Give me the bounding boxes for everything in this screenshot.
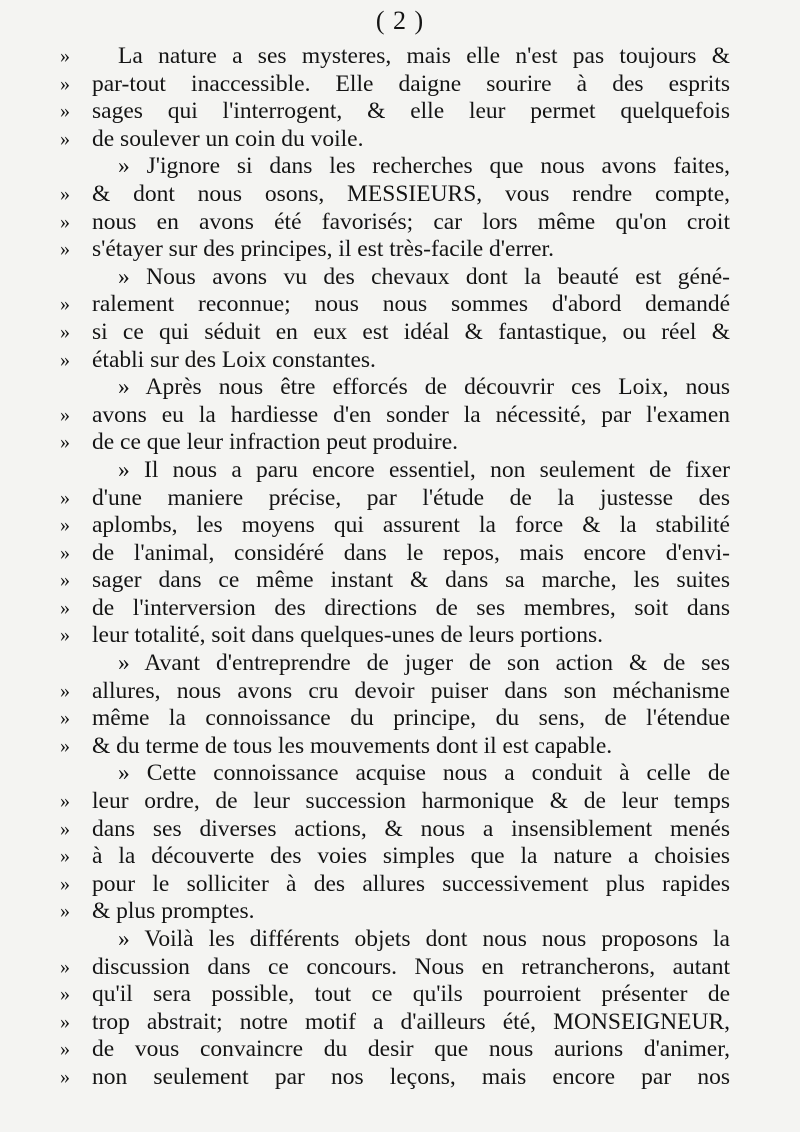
text-line [0, 319, 800, 347]
text-line [0, 843, 800, 871]
text-line [0, 153, 800, 181]
text-line [0, 126, 800, 154]
text-line [0, 898, 800, 926]
line-text: non seulement par nos leçons, mais encore par nos [92, 1063, 730, 1090]
margin-quote-mark: » [60, 624, 70, 647]
line-text: » J'ignore si dans les recherches que nous avons faites, [118, 153, 730, 180]
text-line [0, 71, 800, 99]
text-line [0, 567, 800, 595]
margin-quote-mark: » [60, 293, 70, 316]
body-text [0, 43, 800, 1092]
text-line [0, 540, 800, 568]
text-line [0, 926, 800, 954]
margin-quote-mark: » [60, 1038, 70, 1061]
line-text: s'étayer sur des principes, il est très-facile d'errer. [92, 236, 554, 263]
line-text: dans ses diverses actions, & nous a insensiblement menés [92, 815, 730, 842]
margin-quote-mark: » [60, 983, 70, 1006]
line-text: leur ordre, de leur succession harmonique & de leur temps [92, 788, 730, 815]
margin-quote-mark: » [60, 238, 70, 261]
line-text: & du terme de tous les mouvements dont il est capable. [92, 732, 613, 759]
line-text: nous en avons été favorisés; car lors même qu'on croit [92, 208, 730, 235]
line-text: qu'il sera possible, tout ce qu'ils pourroient présenter de [92, 981, 730, 1008]
line-text: aplombs, les moyens qui assurent la force & la stabilité [92, 512, 730, 539]
line-text: trop abstrait; notre motif a d'ailleurs été, MONSEIGNEUR, [92, 1008, 730, 1035]
text-line [0, 650, 800, 678]
line-text: sager dans ce même instant & dans sa marche, les suites [92, 567, 730, 594]
text-line [0, 871, 800, 899]
text-line [0, 374, 800, 402]
text-line [0, 181, 800, 209]
line-text: même la connoissance du principe, du sens, de l'étendue [92, 705, 730, 732]
margin-quote-mark: » [60, 872, 70, 895]
margin-quote-mark: » [60, 707, 70, 730]
line-text: à la découverte des voies simples que la nature a choisies [92, 843, 730, 870]
line-text: de ce que leur infraction peut produire. [92, 429, 459, 456]
text-line [0, 816, 800, 844]
margin-quote-mark: » [60, 790, 70, 813]
page-number: ( 2 ) [375, 6, 425, 35]
margin-quote-mark: » [60, 210, 70, 233]
text-line [0, 705, 800, 733]
line-text: de l'interversion des directions de ses membres, soit dans [92, 594, 730, 621]
text-line [0, 429, 800, 457]
margin-quote-mark: » [60, 182, 70, 205]
margin-quote-mark: » [60, 320, 70, 343]
line-text: » Voilà les différents objets dont nous nous proposons la [118, 926, 730, 952]
text-line [0, 98, 800, 126]
line-text: de vous convaincre du desir que nous aurions d'animer, [92, 1036, 730, 1063]
line-text: établi sur des Loix constantes. [92, 346, 376, 373]
margin-quote-mark: » [60, 569, 70, 592]
margin-quote-mark: » [60, 734, 70, 757]
line-text: discussion dans ce concours. Nous en retrancherons, autant [92, 953, 730, 980]
text-line [0, 236, 800, 264]
line-text: sages qui l'interrogent, & elle leur permet quelquefois [92, 98, 730, 125]
text-line [0, 981, 800, 1009]
margin-quote-mark: » [60, 348, 70, 371]
line-text: ralement reconnue; nous nous sommes d'abord demandé [92, 291, 730, 318]
line-text: » Cette connoissance acquise nous a conduit à celle de [118, 760, 730, 787]
text-line [0, 954, 800, 982]
line-text: & plus promptes. [92, 898, 255, 925]
text-line [0, 291, 800, 319]
margin-quote-mark: » [60, 127, 70, 150]
margin-quote-mark: » [60, 45, 70, 67]
margin-quote-mark: » [60, 955, 70, 978]
line-text: si ce qui séduit en eux est idéal & fantastique, ou réel & [92, 318, 730, 345]
text-line [0, 1009, 800, 1037]
text-line [0, 1064, 800, 1092]
text-line [0, 1036, 800, 1064]
line-text: de l'animal, considéré dans le repos, mais encore d'envi- [92, 539, 730, 566]
text-line [0, 733, 800, 761]
margin-quote-mark: » [60, 486, 70, 509]
margin-quote-mark: » [60, 1010, 70, 1033]
text-line [0, 485, 800, 513]
text-line [0, 622, 800, 650]
margin-quote-mark: » [60, 514, 70, 537]
text-line [0, 264, 800, 292]
text-line [0, 43, 800, 71]
line-text: allures, nous avons cru devoir puiser dans son méchanisme [92, 677, 730, 704]
margin-quote-mark: » [60, 541, 70, 564]
line-text: avons eu la hardiesse d'en sonder la nécessité, par l'examen [92, 401, 730, 428]
text-line [0, 457, 800, 485]
text-line [0, 595, 800, 623]
text-line [0, 512, 800, 540]
margin-quote-mark: » [60, 100, 70, 123]
text-line [0, 402, 800, 430]
margin-quote-mark: » [60, 845, 70, 868]
line-text: » Il nous a paru encore essentiel, non seulement de fixer [118, 456, 730, 483]
margin-quote-mark: » [60, 1065, 70, 1088]
line-text: de soulever un coin du voile. [92, 125, 364, 152]
text-line [0, 760, 800, 788]
margin-quote-mark: » [60, 596, 70, 619]
margin-quote-mark: » [60, 900, 70, 923]
text-line [0, 209, 800, 237]
line-text: par-tout inaccessible. Elle daigne sourire à des esprits [92, 70, 730, 97]
line-text: » Nous avons vu des chevaux dont la beauté est géné- [118, 263, 730, 290]
line-text: La nature a ses mysteres, mais elle n'est pas toujours & [118, 43, 730, 69]
text-line [0, 347, 800, 375]
line-text: d'une maniere précise, par l'étude de la justesse des [92, 484, 730, 511]
margin-quote-mark: » [60, 403, 70, 426]
line-text: pour le solliciter à des allures successivement plus rapides [92, 870, 730, 897]
margin-quote-mark: » [60, 72, 70, 95]
line-text: » Après nous être efforcés de découvrir ces Loix, nous [118, 374, 730, 401]
margin-quote-mark: » [60, 817, 70, 840]
text-line [0, 788, 800, 816]
line-text: leur totalité, soit dans quelques-unes de leurs portions. [92, 622, 604, 649]
margin-quote-mark: » [60, 679, 70, 702]
text-line [0, 678, 800, 706]
margin-quote-mark: » [60, 431, 70, 454]
line-text: & dont nous osons, MESSIEURS, vous rendre compte, [92, 180, 730, 207]
line-text: » Avant d'entreprendre de juger de son action & de ses [118, 650, 730, 677]
